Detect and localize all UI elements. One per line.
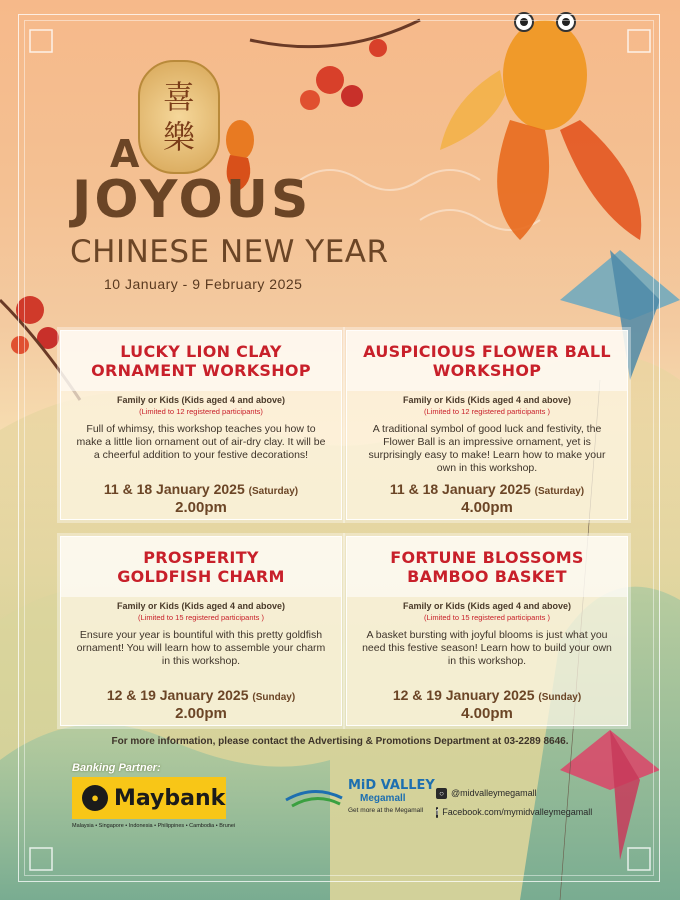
workshop-card-flower-ball: [346, 330, 628, 520]
event-dates: 10 January - 9 February 2025: [104, 276, 303, 292]
card-description: Full of whimsy, this workshop teaches you how to make a little lion ornament out of air-dry clay. It will be a cheerful addition to your festive decorations!: [76, 423, 326, 461]
card-description: A basket bursting with joyful blooms is just what you need this festive season! Learn how to build your own in this workshop.: [362, 629, 612, 667]
card-day: (Saturday): [248, 486, 299, 497]
facebook-icon: f: [436, 807, 439, 817]
card-heading: [347, 537, 627, 597]
card-day: (Saturday): [534, 486, 585, 497]
card-audience: Family or Kids (Kids aged 4 and above): [402, 395, 572, 405]
card-title-line-2: ORNAMENT WORKSHOP: [91, 361, 311, 380]
title-a: A: [110, 132, 142, 176]
card-time: 2.00pm: [175, 499, 227, 516]
card-limit: (Limited to 15 registered participants ): [424, 613, 550, 622]
mall-swoosh-icon: [284, 782, 344, 812]
instagram-handle: @midvalleymegamall: [451, 788, 537, 798]
card-title-line-1: LUCKY LION CLAY: [120, 342, 282, 361]
maybank-logo[interactable]: [72, 777, 226, 819]
tiger-logo-icon: ●: [82, 785, 108, 811]
contact-info: For more information, please contact the Advertising & Promotions Department at 03-2289 8646.: [111, 736, 569, 747]
card-title-line-2: WORKSHOP: [432, 361, 542, 380]
card-dates: [347, 687, 627, 703]
card-dates-text: 11 & 18 January 2025: [389, 481, 531, 497]
card-dates-text: 12 & 19 January 2025: [392, 687, 535, 703]
bank-countries: Malaysia • Singapore • Indonesia • Philippines • Cambodia • Brunei: [72, 823, 236, 829]
maybank-name: Maybank: [114, 785, 226, 811]
card-heading: [61, 331, 341, 391]
workshop-card-bamboo-basket: [346, 536, 628, 726]
facebook-link[interactable]: [436, 804, 593, 820]
card-day: (Sunday): [252, 692, 296, 703]
seal-char-bottom: 樂: [162, 118, 195, 156]
card-audience: Family or Kids (Kids aged 4 and above): [402, 601, 572, 611]
workshop-card-lion: [60, 330, 342, 520]
banking-partner-label: Banking Partner:: [72, 762, 161, 774]
card-dates: [347, 481, 627, 497]
seal-char-top: 喜: [162, 78, 195, 116]
facebook-url: Facebook.com/mymidvalleymegamall: [442, 807, 593, 817]
card-dates: [61, 481, 341, 497]
instagram-icon: ○: [436, 788, 447, 799]
card-day: (Sunday): [538, 692, 582, 703]
mall-name: MiD VALLEY: [348, 778, 435, 793]
card-audience: Family or Kids (Kids aged 4 and above): [116, 395, 286, 405]
title-chinese-new-year: CHINESE NEW YEAR: [70, 234, 389, 270]
card-limit: (Limited to 12 registered participants): [139, 407, 263, 416]
card-dates-text: 11 & 18 January 2025: [103, 481, 245, 497]
card-title-line-2: GOLDFISH CHARM: [117, 567, 285, 586]
mall-tagline: Get more at the Megamall: [348, 807, 424, 814]
card-limit: (Limited to 15 registered participants ): [138, 613, 264, 622]
title-joyous: JOYOUS: [72, 170, 312, 230]
card-title-line-1: AUSPICIOUS FLOWER BALL: [363, 342, 611, 361]
card-limit: (Limited to 12 registered participants ): [424, 407, 550, 416]
card-description: Ensure your year is bountiful with this pretty goldfish ornament! You will learn how to assemble your charm in this workshop.: [76, 629, 326, 667]
instagram-link[interactable]: [436, 785, 584, 801]
seal-emblem: [138, 60, 220, 174]
card-dates: [61, 687, 341, 703]
mid-valley-logo[interactable]: [284, 776, 434, 820]
card-description: A traditional symbol of good luck and festivity, the Flower Ball is an impressive ornament, yet is surprisingly easy to make! Learn how to make your own in this workshop.: [368, 423, 606, 474]
card-title-line-2: BAMBOO BASKET: [407, 567, 567, 586]
card-time: 2.00pm: [175, 705, 227, 722]
mall-name-sub: Megamall: [360, 793, 406, 804]
card-heading: [347, 331, 627, 391]
card-heading: [61, 537, 341, 597]
workshop-card-goldfish: [60, 536, 342, 726]
card-time: 4.00pm: [461, 499, 513, 516]
card-title-line-1: FORTUNE BLOSSOMS: [390, 548, 584, 567]
card-time: 4.00pm: [461, 705, 513, 722]
card-title-line-1: PROSPERITY: [143, 548, 259, 567]
card-audience: Family or Kids (Kids aged 4 and above): [116, 601, 286, 611]
card-dates-text: 12 & 19 January 2025: [106, 687, 249, 703]
